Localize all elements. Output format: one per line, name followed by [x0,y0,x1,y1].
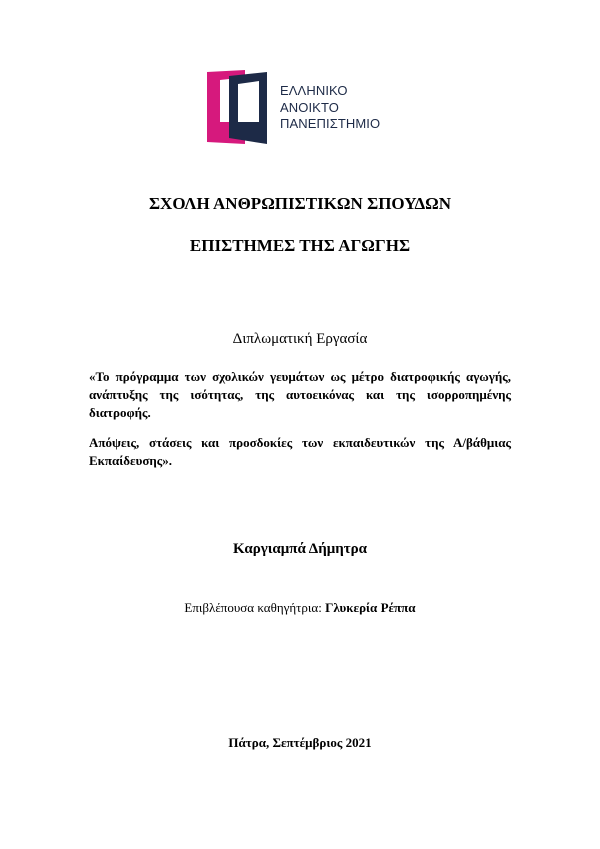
school-heading: ΣΧΟΛΗ ΑΝΘΡΩΠΙΣΤΙΚΩΝ ΣΠΟΥΔΩΝ [148,194,452,213]
supervisor-name: Γλυκερία Ρέππα [325,600,416,615]
university-logo-icon [207,70,277,144]
university-logo [207,70,397,144]
logo-line-2: ΑΝΟΙΚΤΟ [280,99,339,115]
place-and-date: Πάτρα, Σεπτέμβριος 2021 [228,735,372,750]
department-heading: ΕΠΙΣΤΗΜΕΣ ΤΗΣ ΑΓΩΓΗΣ [189,236,411,255]
supervisor-label: Επιβλέπουσα καθηγήτρια: [184,600,322,615]
thesis-title-paragraph-2: Απόψεις, στάσεις και προσδοκίες των εκπαιδευτικών της Α/βάθμιας Εκπαίδευσης». [89,435,511,468]
university-name [280,83,380,133]
supervisor-line [0,600,600,616]
document-type: Διπλωματική Εργασία [232,331,368,347]
logo-line-3: ΠΑΝΕΠΙΣΤΗΜΙΟ [280,116,381,131]
author-name: Καργιαμπά Δήμητρα [232,541,368,557]
logo-line-1: ΕΛΛΗΝΙΚΟ [280,83,348,98]
thesis-title-paragraph-1: «Το πρόγραμμα των σχολικών γευμάτων ως μέτρο διατροφικής αγωγής, ανάπτυξης της ισότητας, της αυτοεικόνας και της ισορροπημένης διατροφής. [89,369,511,420]
